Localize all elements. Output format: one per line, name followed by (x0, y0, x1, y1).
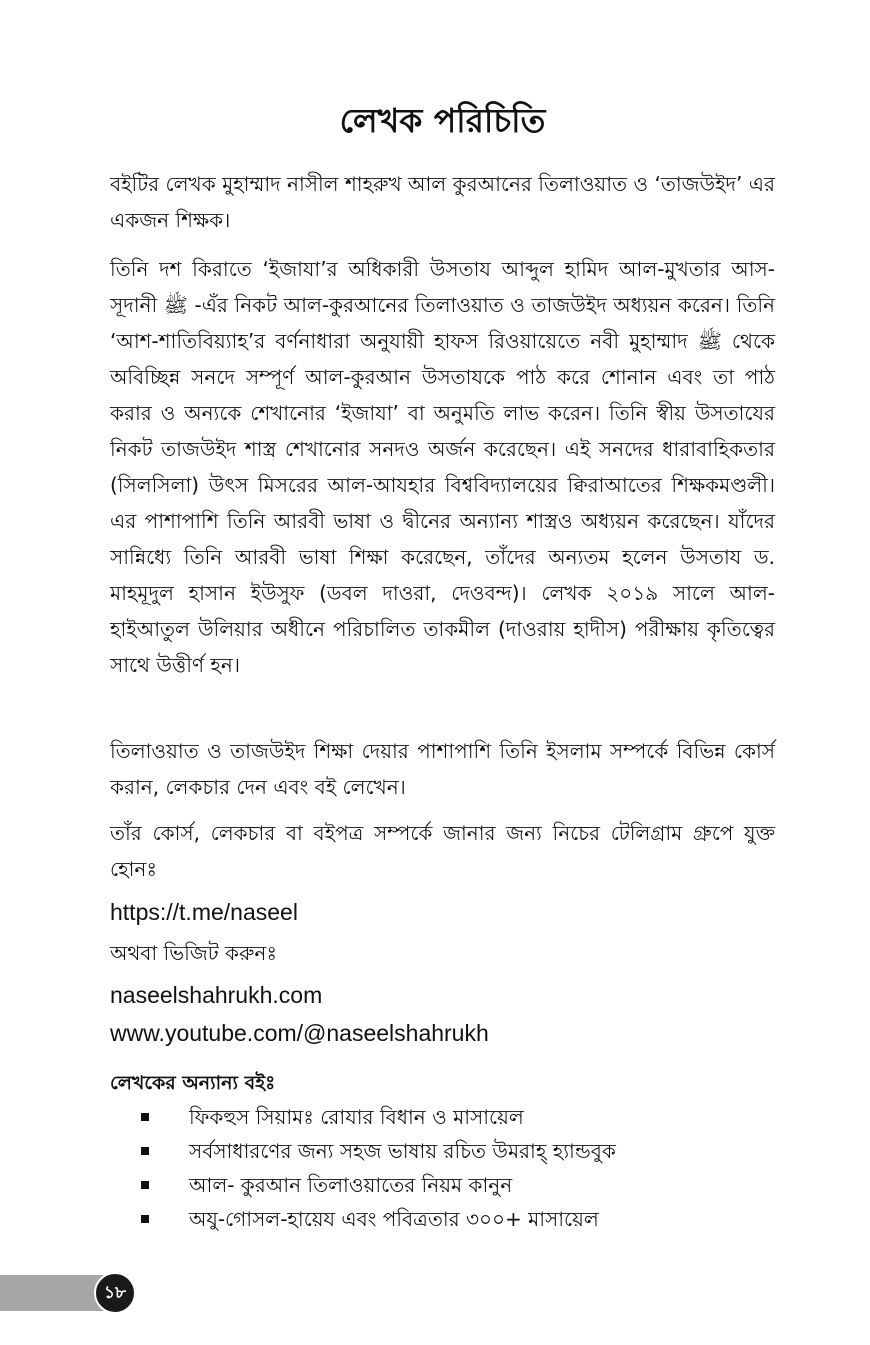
education-paragraph: তিনি দশ কিরাতে ‘ইজাযা’র অধিকারী উসতায আব্দুল হামিদ আল-মুখতার আস-সূদানী ﷺ -এঁর নিকট আল-কুরআনের তিলাওয়াত ও তাজউইদ অধ্যয়ন করেন। তিনি ‘আশ-শাতিবিয়্যাহ’র বর্ণনাধারা অনুযায়ী হাফস রিওয়ায়েতে নবী মুহাম্মাদ ﷺ থেকে অবিচ্ছিন্ন সনদে সম্পূর্ণ আল-কুরআন উসতাযকে পাঠ করে শোনান এবং তা পাঠ করার ও অন্যকে শেখানোর ‘ইজাযা’ বা অনুমতি লাভ করেন। তিনি স্বীয় উসতাযের নিকট তাজউইদ শাস্ত্র শেখানোর সনদও অর্জন করেছেন। এই সনদের ধারাবাহিকতার (সিলসিলা) উৎস মিসরের আল-আযহার বিশ্ববিদ্যালয়ের ক্বিরাআতের শিক্ষকমণ্ডলী। এর পাশাপাশি তিনি আরবী ভাষা ও দ্বীনের অন্যান্য শাস্ত্রও অধ্যয়ন করেছেন। যাঁদের সান্নিধ্যে তিনি আরবী ভাষা শিক্ষা করেছেন, তাঁদের অন্যতম হলেন উসতায ড. মাহমূদুল হাসান ইউসুফ (ডবল দাওরা, দেওবন্দ)। লেখক ২০১৯ সালে আল-হাইআতুল উলিয়ার অধীনে পরিচালিত তাকমীল (দাওরায় হাদীস) পরীক্ষায় কৃতিত্বের সাথে উত্তীর্ণ হন। (110, 257, 775, 677)
book-title: সর্বসাধারণের জন্য সহজ ভাষায় রচিত উমরাহ্ হ্যান্ডবুক (189, 1139, 616, 1163)
youtube-link[interactable]: www.youtube.com/@naseelshahrukh (110, 1020, 489, 1046)
square-bullet-icon (141, 1215, 149, 1223)
other-books-heading: লেখকের অন্যান্য বইঃ (110, 1072, 276, 1094)
website-link[interactable]: naseelshahrukh.com (110, 982, 323, 1008)
activities-paragraph: তিলাওয়াত ও তাজউইদ শিক্ষা দেয়ার পাশাপাশি তিনি ইসলাম সম্পর্কে বিভিন্ন কোর্স করান, লেকচার দেন এবং বই লেখেন। (110, 739, 775, 799)
contact-paragraph: তাঁর কোর্স, লেকচার বা বইপত্র সম্পর্কে জানার জন্য নিচের টেলিগ্রাম গ্রুপে যুক্ত হোনঃ (110, 821, 775, 881)
book-title: আল- কুরআন তিলাওয়াতের নিয়ম কানুন (189, 1173, 513, 1197)
page-number-badge: ১৮ (94, 1272, 136, 1314)
square-bullet-icon (141, 1147, 149, 1155)
square-bullet-icon (141, 1113, 149, 1121)
intro-paragraph: বইটির লেখক মুহাম্মাদ নাসীল শাহরুখ আল কুরআনের তিলাওয়াত ও ‘তাজউইদ’ এর একজন শিক্ষক। (110, 172, 775, 232)
page-title: লেখক পরিচিতি (339, 101, 546, 140)
telegram-link[interactable]: https://t.me/naseel (110, 899, 298, 925)
or-visit-text: অথবা ভিজিট করুনঃ (110, 941, 277, 965)
book-title: ফিকহুস সিয়ামঃ রোযার বিধান ও মাসায়েল (189, 1105, 524, 1129)
book-title: অযু-গোসল-হায়েয এবং পবিত্রতার ৩০০+ মাসায়েল (189, 1207, 599, 1231)
square-bullet-icon (141, 1181, 149, 1189)
